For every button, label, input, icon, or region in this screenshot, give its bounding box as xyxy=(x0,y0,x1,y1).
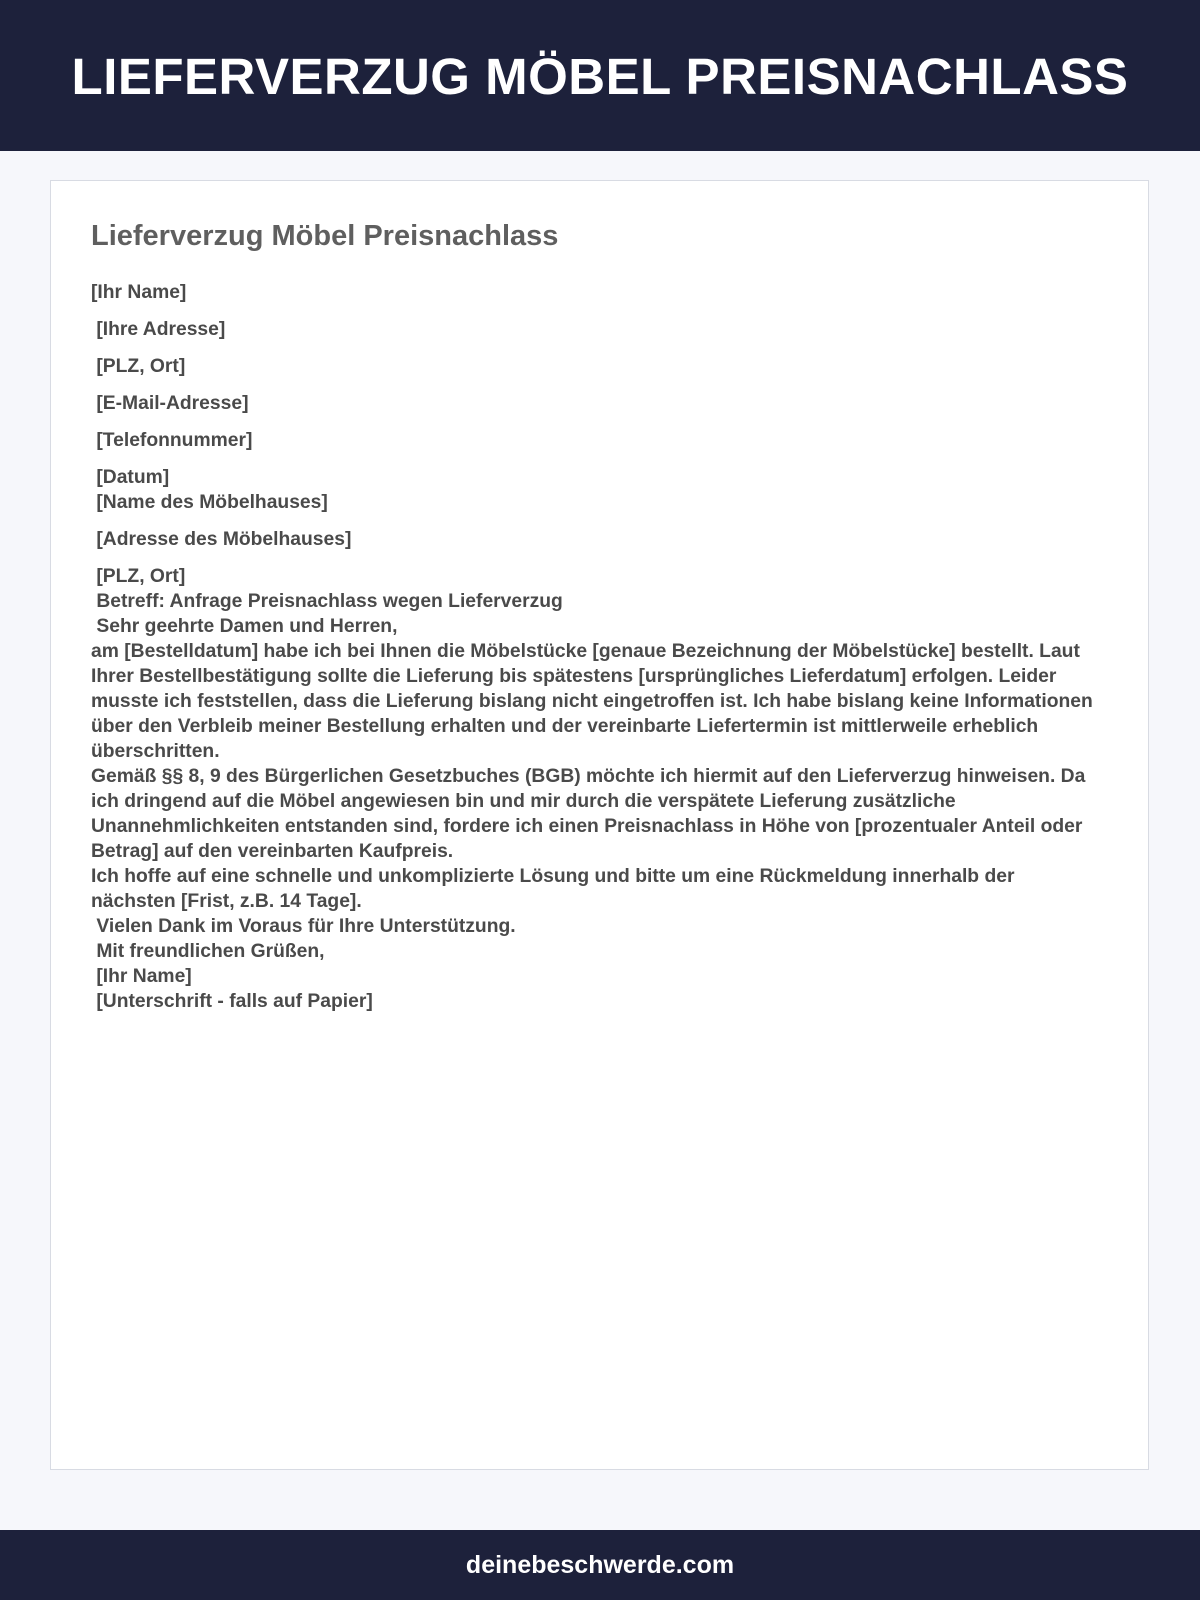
document-title: Lieferverzug Möbel Preisnachlass xyxy=(91,220,559,252)
body-paragraph: Ich hoffe auf eine schnelle und unkomplizierte Lösung und bitte um eine Rückmeldung innerhalb der nächsten [Frist, z.B. 14 Tage]. xyxy=(91,866,1020,912)
body-paragraph: Gemäß §§ 8, 9 des Bürgerlichen Gesetzbuches (BGB) möchte ich hiermit auf den Lieferverzug hinweisen. Da ich dringend auf die Möbel angewiesen bin und mir durch die verspätete Lieferung zusätzliche Unannehmlichkeiten entstanden sind, fordere ich einen Preisnachlass in Höhe von [prozentualer Anteil oder Betrag] auf den vereinbarten Kaufpreis. xyxy=(91,766,1091,862)
page-footer xyxy=(0,1530,1200,1600)
sender-email: [E-Mail-Adresse] xyxy=(91,393,249,414)
sender-name: [Ihr Name] xyxy=(91,282,187,303)
sender-city: [PLZ, Ort] xyxy=(91,356,186,377)
signature-note: [Unterschrift - falls auf Papier] xyxy=(91,991,373,1012)
footer-site: deinebeschwerde.com xyxy=(465,1550,735,1579)
letter-closing: Mit freundlichen Grüßen, xyxy=(91,941,325,962)
signature-name: [Ihr Name] xyxy=(91,966,192,987)
page-header xyxy=(0,0,1200,151)
letter-body xyxy=(91,280,1101,1014)
body-paragraph: am [Bestelldatum] habe ich bei Ihnen die Möbelstücke [genaue Bezeichnung der Möbelstücke] bestellt. Laut Ihrer Bestellbestätigung sollte die Lieferung bis spätestens [ursprüngliches Lieferdatum] erfolgen. Leider musste ich feststellen, dass die Lieferung bislang nicht eingetroffen ist. Ich habe bislang keine Informationen über den Verbleib meiner Bestellung erhalten und der vereinbarte Liefertermin ist mittlerweile erheblich überschritten. xyxy=(91,641,1099,762)
letter-subject: Betreff: Anfrage Preisnachlass wegen Lieferverzug xyxy=(91,591,563,612)
recipient-city: [PLZ, Ort] xyxy=(91,566,186,587)
sender-phone: [Telefonnummer] xyxy=(91,430,253,451)
sender-address: [Ihre Adresse] xyxy=(91,319,226,340)
letter-card xyxy=(50,180,1149,1470)
recipient-address: [Adresse des Möbelhauses] xyxy=(91,529,352,550)
letter-thanks: Vielen Dank im Voraus für Ihre Unterstützung. xyxy=(91,916,516,937)
letter-salutation: Sehr geehrte Damen und Herren, xyxy=(91,616,398,637)
recipient-name: [Name des Möbelhauses] xyxy=(91,492,328,513)
page-title: LIEFERVERZUG MÖBEL PREISNACHLASS xyxy=(71,48,1129,105)
letter-date: [Datum] xyxy=(91,467,170,488)
